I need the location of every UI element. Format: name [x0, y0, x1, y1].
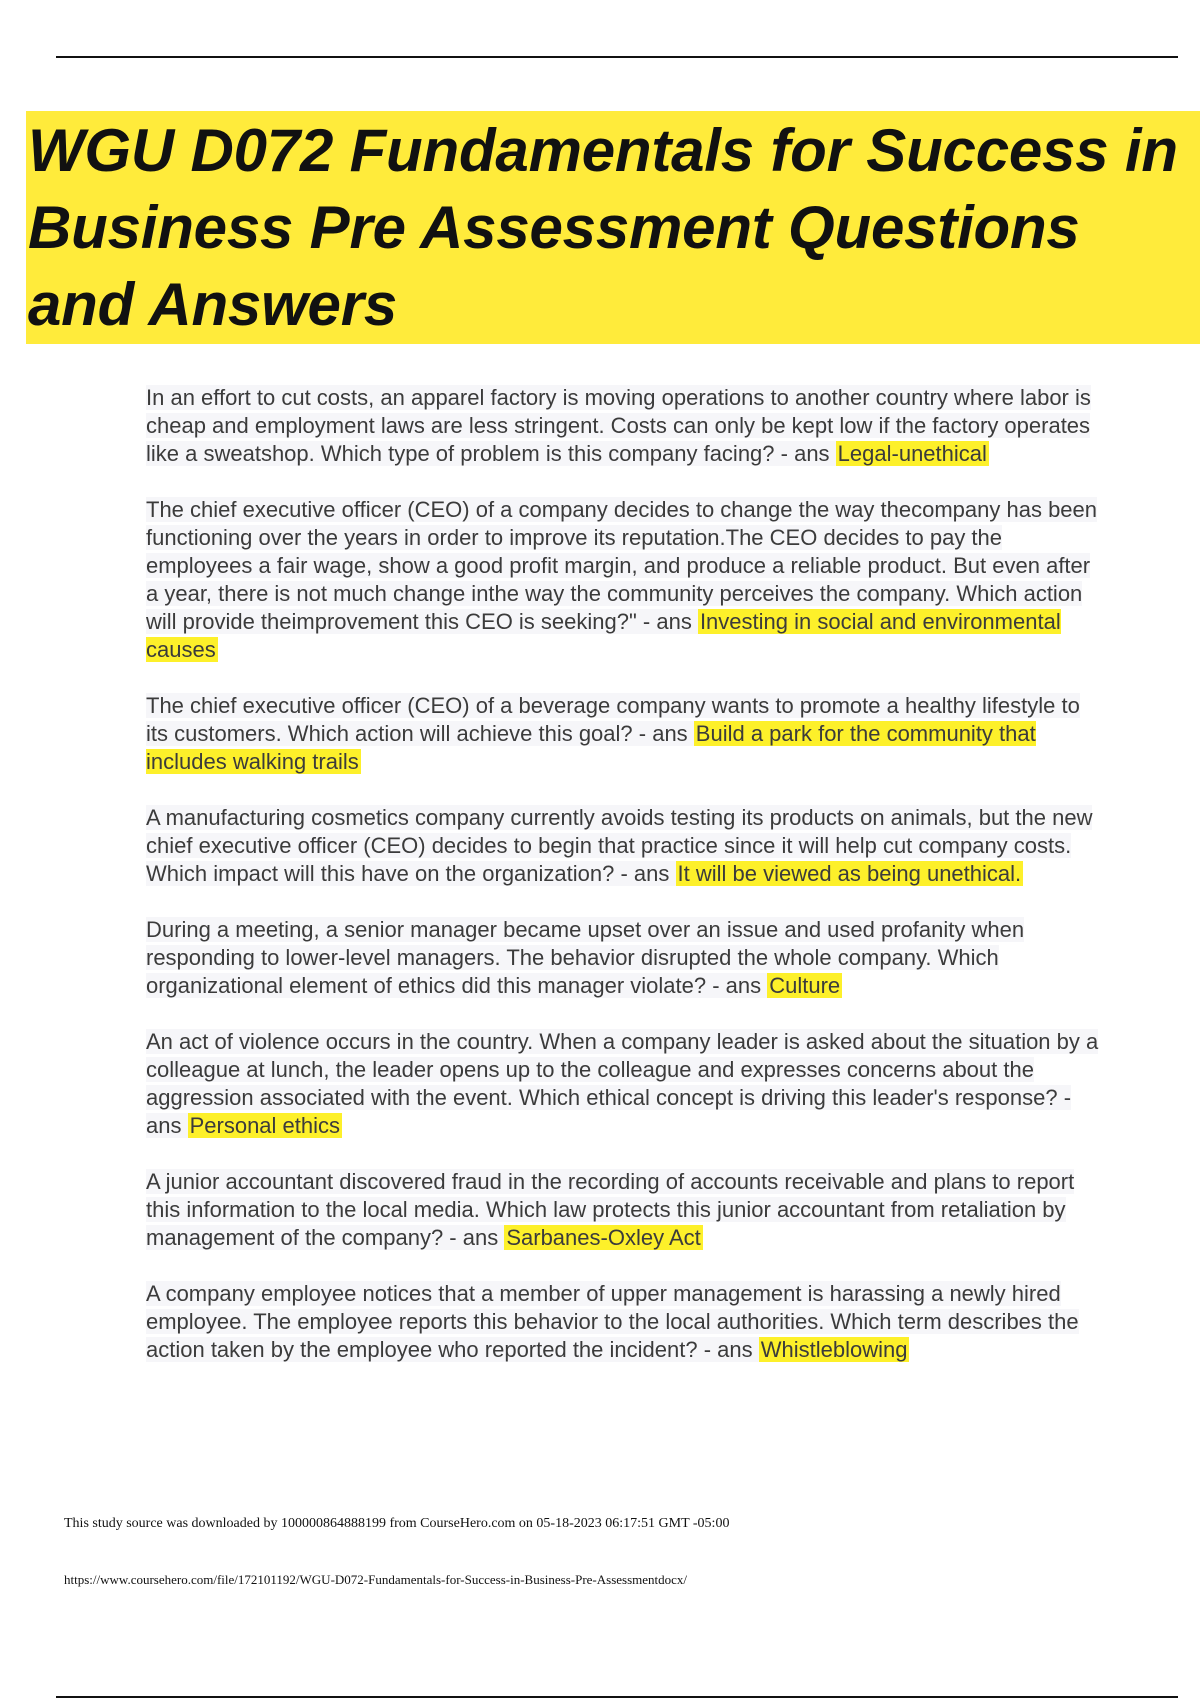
answer-text: Sarbanes-Oxley Act — [506, 1225, 701, 1250]
qa-item — [146, 916, 1106, 1000]
answer-text: Whistleblowing — [760, 1337, 908, 1362]
question-text: A company employee notices that a member of upper management is harassing a newly hired employee. The employee reports this behavior to the local authorities. Which term describes the action taken by the employee who reported the incident? — [146, 1281, 1079, 1362]
answer-text: Personal ethics — [189, 1113, 341, 1138]
qa-item — [146, 496, 1106, 664]
download-source-note: This study source was downloaded by 100000864888199 from CourseHero.com on 05-18-2023 06:17:51 GMT -05:00 — [64, 1516, 730, 1531]
question-text: The chief executive officer (CEO) of a company decides to change the way thecompany has been functioning over the years in order to improve its reputation.The CEO decides to pay the employees a fair wage, show a good profit margin, and produce a reliable product. But even after a year, there is not much change inthe way the community perceives the company. Which action will provide theimprovement this CEO is seeking?" — [146, 497, 1098, 634]
document-title: WGU D072 Fundamentals for Success in Business Pre Assessment Questions and Answers — [28, 117, 1178, 338]
qa-item — [146, 692, 1106, 776]
question-text: The chief executive officer (CEO) of a beverage company wants to promote a healthy lifestyle to its customers. Which action will achieve this goal? — [146, 693, 1080, 746]
qa-list — [146, 384, 1106, 1392]
answer-text: Culture — [769, 973, 841, 998]
source-url[interactable]: https://www.coursehero.com/file/172101192/WGU-D072-Fundamentals-for-Success-in-Business-Pre-Assessmentdocx/ — [64, 1572, 688, 1587]
answer-text: Build a park for the community that includes walking trails — [146, 721, 1036, 774]
top-rule — [56, 56, 1178, 58]
question-text: An act of violence occurs in the country. When a company leader is asked about the situation by a colleague at lunch, the leader opens up to the colleague and expresses concerns about the aggression associated with the event. Which ethical concept is driving this leader's response? — [146, 1029, 1099, 1110]
answer-text: It will be viewed as being unethical. — [677, 861, 1022, 886]
qa-item — [146, 384, 1106, 468]
ans-label: - ans — [146, 1085, 1072, 1138]
answer-text: Legal-unethical — [837, 441, 987, 466]
qa-item — [146, 1168, 1106, 1252]
ans-label: - ans — [632, 721, 694, 746]
qa-item — [146, 1028, 1106, 1140]
ans-label: - ans — [636, 609, 698, 634]
qa-item — [146, 804, 1106, 888]
bottom-rule — [56, 1696, 1178, 1698]
qa-item — [146, 1280, 1106, 1364]
question-text: A junior accountant discovered fraud in the recording of accounts receivable and plans to report this information to the local media. Which law protects this junior accountant from retaliation by management of the company? — [146, 1169, 1075, 1250]
answer-text: Investing in social and environmental causes — [146, 609, 1061, 662]
ans-label: - ans — [614, 861, 676, 886]
question-text: A manufacturing cosmetics company currently avoids testing its products on animals, but the new chief executive officer (CEO) decides to begin that practice since it will help cut company costs. Which impact will this have on the organization? — [146, 805, 1093, 886]
ans-label: - ans — [706, 973, 768, 998]
question-text: During a meeting, a senior manager became upset over an issue and used profanity when responding to lower-level managers. The behavior disrupted the whole company. Which organizational element of ethics did this manager violate? — [146, 917, 1025, 998]
question-text: In an effort to cut costs, an apparel factory is moving operations to another country where labor is cheap and employment laws are less stringent. Costs can only be kept low if the factory operates like a sweatshop. Which type of problem is this company facing? — [146, 385, 1091, 466]
ans-label: - ans — [697, 1337, 759, 1362]
ans-label: - ans — [443, 1225, 505, 1250]
ans-label: - ans — [774, 441, 836, 466]
